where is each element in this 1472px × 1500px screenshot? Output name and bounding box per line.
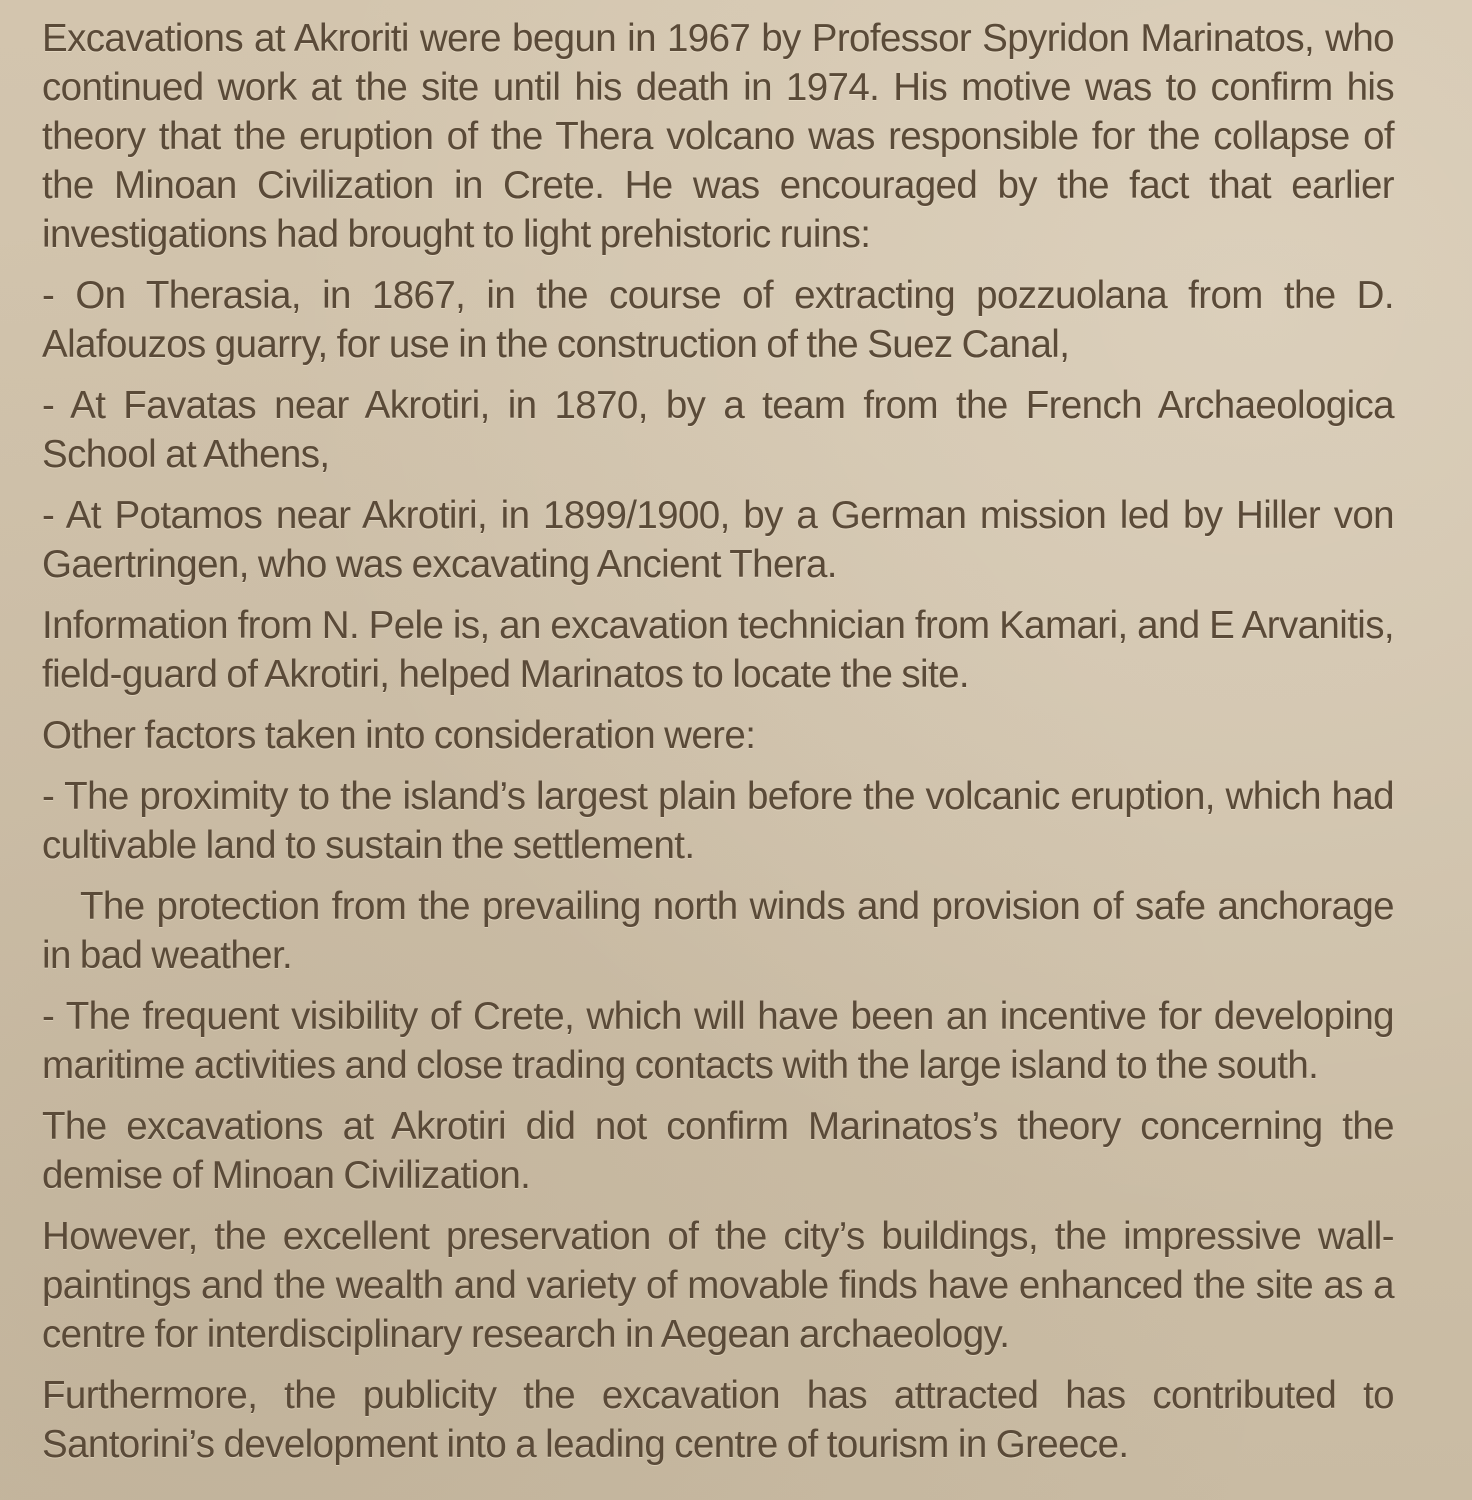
- paragraph-publicity: Furthermore, the publicity the excavation has attracted has contributed to Santorini’s development into a leading centre of tourism in Greece.: [42, 1374, 1394, 1466]
- paragraph-protection: The protection from the prevailing north winds and provision of safe anchorage in bad weather.: [42, 885, 1394, 977]
- paragraph-visibility-of-crete: - The frequent visibility of Crete, which will have been an incentive for developing maritime activities and close trading contacts with the large island to the south.: [42, 995, 1394, 1087]
- paragraph-proximity: - The proximity to the island’s largest plain before the volcanic eruption, which had cultivable land to sustain the settlement.: [42, 775, 1394, 867]
- paragraph-other-factors: Other factors taken into consideration were:: [42, 714, 756, 757]
- paragraph-preservation: However, the excellent preservation of the city’s buildings, the impressive wall-paintings and the wealth and variety of movable finds have enhanced the site as a centre for interdisciplinary research in Aegean archaeology.: [42, 1215, 1394, 1356]
- paragraph-excavation-intro: Excavations at Akroriti were begun in 1967 by Professor Spyridon Marinatos, who continued work at the site until his death in 1974. His motive was to confirm his theory that the eruption of the Thera volcano was responsible for the collapse of the Minoan Civilization in Crete. He was encouraged by the fact that earlier investigations had brought to light prehistoric ruins:: [42, 17, 1394, 256]
- paragraph-favatas: - At Favatas near Akrotiri, in 1870, by a team from the French Archaeologica School at Athens,: [42, 384, 1394, 476]
- paragraph-potamos: - At Potamos near Akrotiri, in 1899/1900, by a German mission led by Hiller von Gaertringen, who was excavating Ancient Thera.: [42, 494, 1394, 586]
- paragraph-therasia: - On Therasia, in 1867, in the course of extracting pozzuolana from the D. Alafouzos guarry, for use in the construction of the Suez Canal,: [42, 274, 1394, 366]
- paragraph-information-sources: Information from N. Pele is, an excavation technician from Kamari, and E Arvanitis, field-guard of Akrotiri, helped Marinatos to locate the site.: [42, 604, 1394, 696]
- paragraph-theory-not-confirmed: The excavations at Akrotiri did not confirm Marinatos’s theory concerning the demise of Minoan Civilization.: [42, 1105, 1394, 1197]
